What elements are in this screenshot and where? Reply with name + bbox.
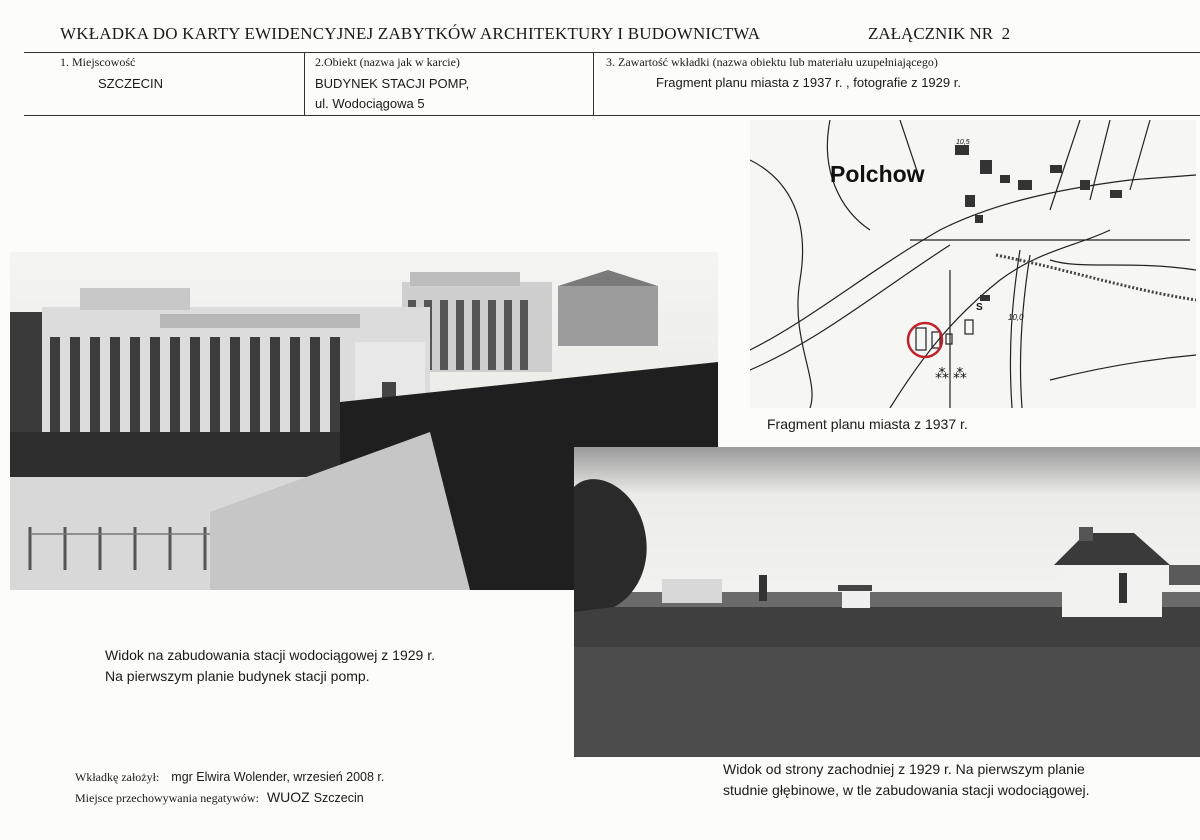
wells-photo-drawing — [574, 447, 1200, 757]
waterworks-caption-line2: Na pierwszym planie budynek stacji pomp. — [105, 668, 370, 684]
object-value-line2: ul. Wodociągowa 5 — [315, 96, 425, 111]
map-town-label: Polchow — [830, 161, 925, 187]
location-value: SZCZECIN — [98, 76, 163, 91]
storage-value: WUOZ — [266, 789, 310, 805]
annex-label: ZAŁĄCZNIK NR — [868, 24, 994, 43]
storage-label: Miejsce przechowywania negatywów: — [75, 791, 259, 805]
city-plan-map — [750, 120, 1196, 408]
waterworks-caption-line1: Widok na zabudowania stacji wodociągowej z 1929 r. — [105, 647, 435, 663]
annex-value: 2 — [1001, 24, 1011, 43]
object-value-line1: BUDYNEK STACJI POMP, — [315, 76, 470, 91]
document-title: WKŁADKA DO KARTY EWIDENCYJNEJ ZABYTKÓW ARCHITEKTURY I BUDOWNICTWA — [60, 24, 761, 43]
city-plan-drawing — [750, 120, 1196, 408]
contents-label: 3. Zawartość wkładki (nazwa obiektu lub materiału uzupełniającego) — [606, 55, 938, 69]
contents-value: Fragment planu miasta z 1937 r. , fotografie z 1929 r. — [656, 75, 961, 90]
header-divider-top — [24, 52, 1200, 53]
wells-caption-line1: Widok od strony zachodniej z 1929 r. Na pierwszym planie — [723, 761, 1085, 777]
creator-line — [75, 768, 384, 786]
object-label: 2.Obiekt (nazwa jak w karcie) — [315, 55, 460, 69]
storage-line — [75, 789, 364, 807]
storage-value-city: Szczecin — [313, 791, 364, 805]
map-height-label: 10,0 — [1008, 313, 1024, 322]
field-divider — [593, 52, 594, 115]
annex-number — [868, 24, 1010, 44]
wells-photo — [574, 447, 1200, 757]
svg-text:S: S — [976, 302, 983, 313]
svg-text:⁂ ⁂: ⁂ ⁂ — [935, 365, 967, 381]
header-divider-bottom — [24, 115, 1200, 116]
wells-caption-line2: studnie głębinowe, w tle zabudowania stacji wodociągowej. — [723, 782, 1090, 798]
field-divider — [304, 52, 305, 115]
location-label: 1. Miejscowość — [60, 55, 136, 69]
creator-value: mgr Elwira Wolender, wrzesień 2008 r. — [171, 770, 385, 784]
creator-label: Wkładkę założył: — [75, 770, 160, 784]
map-caption: Fragment planu miasta z 1937 r. — [767, 416, 968, 432]
map-small-label: 10,5 — [956, 139, 970, 146]
